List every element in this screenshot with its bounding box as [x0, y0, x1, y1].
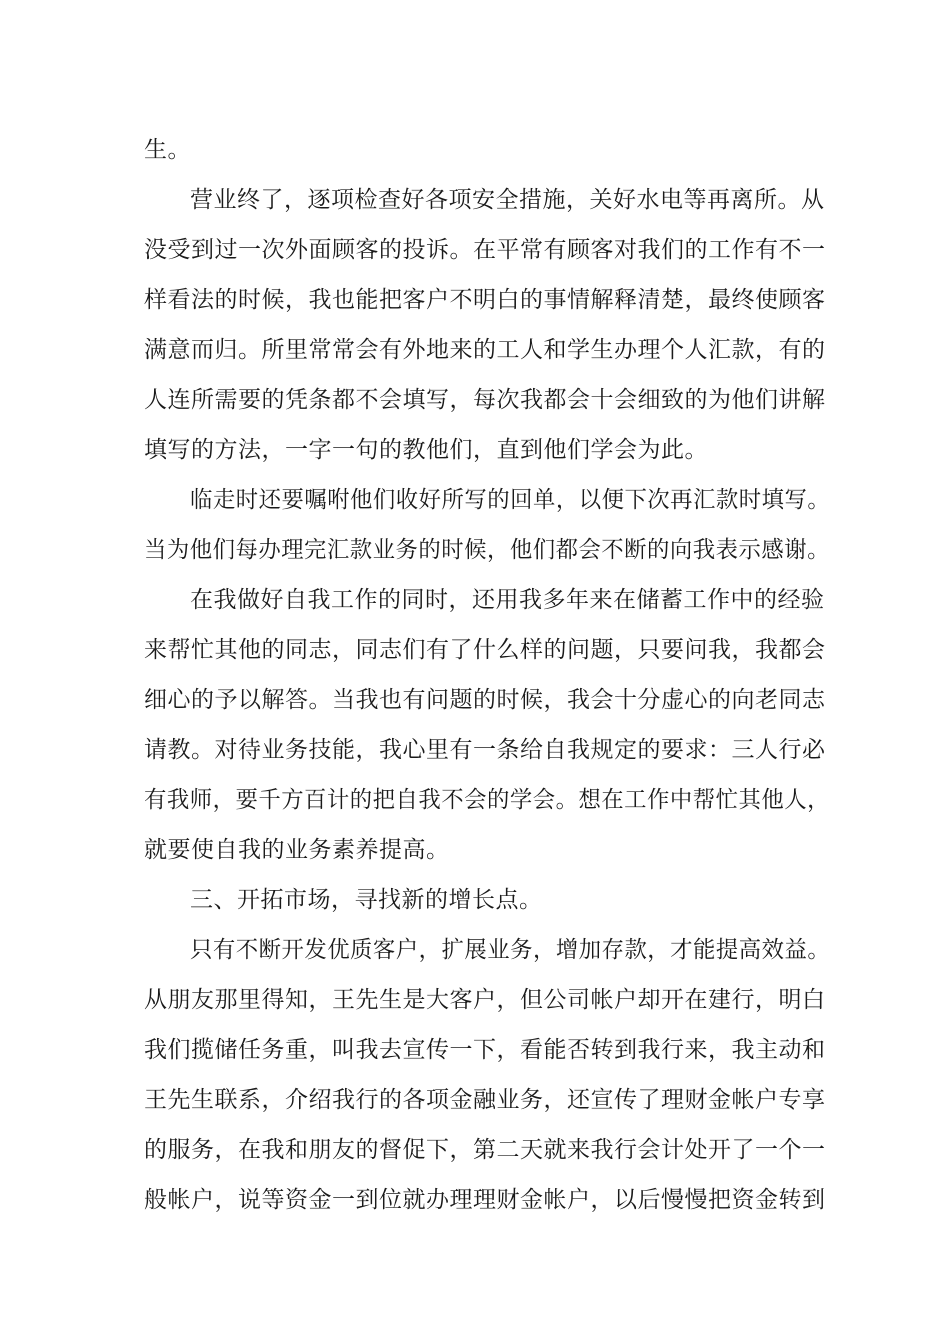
paragraph-first-line: 临走时还要嘱咐他们收好所写的回单，以便下次再汇款时填写。 — [190, 487, 831, 513]
text-line: 当为他们每办理完汇款业务的时候，他们都会不断的向我表示感谢。 — [144, 537, 830, 563]
text-line: 样看法的时候，我也能把客户不明白的事情解释清楚，最终使顾客 — [144, 287, 826, 313]
text-line: 没受到过一次外面顾客的投诉。在平常有顾客对我们的工作有不一 — [144, 237, 826, 263]
text-line: 人连所需要的凭条都不会填写，每次我都会十会细致的为他们讲解 — [144, 387, 826, 413]
paragraph-first-line: 营业终了，逐项检查好各项安全措施，关好水电等再离所。从 — [190, 187, 825, 213]
text-line: 我们揽储任务重，叫我去宣传一下，看能否转到我行来，我主动和 — [144, 1037, 826, 1063]
text-line: 王先生联系，介绍我行的各项金融业务，还宣传了理财金帐户专享 — [144, 1087, 826, 1113]
paragraph-first-line: 只有不断开发优质客户，扩展业务，增加存款，才能提高效益。 — [190, 937, 831, 963]
text-line: 有我师，要千方百计的把自我不会的学会。想在工作中帮忙其他人， — [144, 787, 830, 813]
text-line: 生。 — [144, 137, 191, 163]
text-line: 细心的予以解答。当我也有问题的时候，我会十分虚心的向老同志 — [144, 687, 826, 713]
text-line: 就要使自我的业务素养提高。 — [144, 837, 450, 863]
section-heading: 三、开拓市场，寻找新的增长点。 — [190, 887, 543, 913]
paragraph-first-line: 在我做好自我工作的同时，还用我多年来在储蓄工作中的经验 — [190, 587, 825, 613]
text-line: 的服务，在我和朋友的督促下，第二天就来我行会计处开了一个一 — [144, 1137, 826, 1163]
text-line: 般帐户，说等资金一到位就办理理财金帐户，以后慢慢把资金转到 — [144, 1187, 826, 1213]
text-line: 从朋友那里得知，王先生是大客户，但公司帐户却开在建行，明白 — [144, 987, 826, 1013]
text-line: 来帮忙其他的同志，同志们有了什么样的问题，只要问我，我都会 — [144, 637, 826, 663]
text-line: 填写的方法，一字一句的教他们，直到他们学会为此。 — [144, 437, 708, 463]
text-line: 请教。对待业务技能，我心里有一条给自我规定的要求：三人行必 — [144, 737, 826, 763]
text-line: 满意而归。所里常常会有外地来的工人和学生办理个人汇款，有的 — [144, 337, 826, 363]
